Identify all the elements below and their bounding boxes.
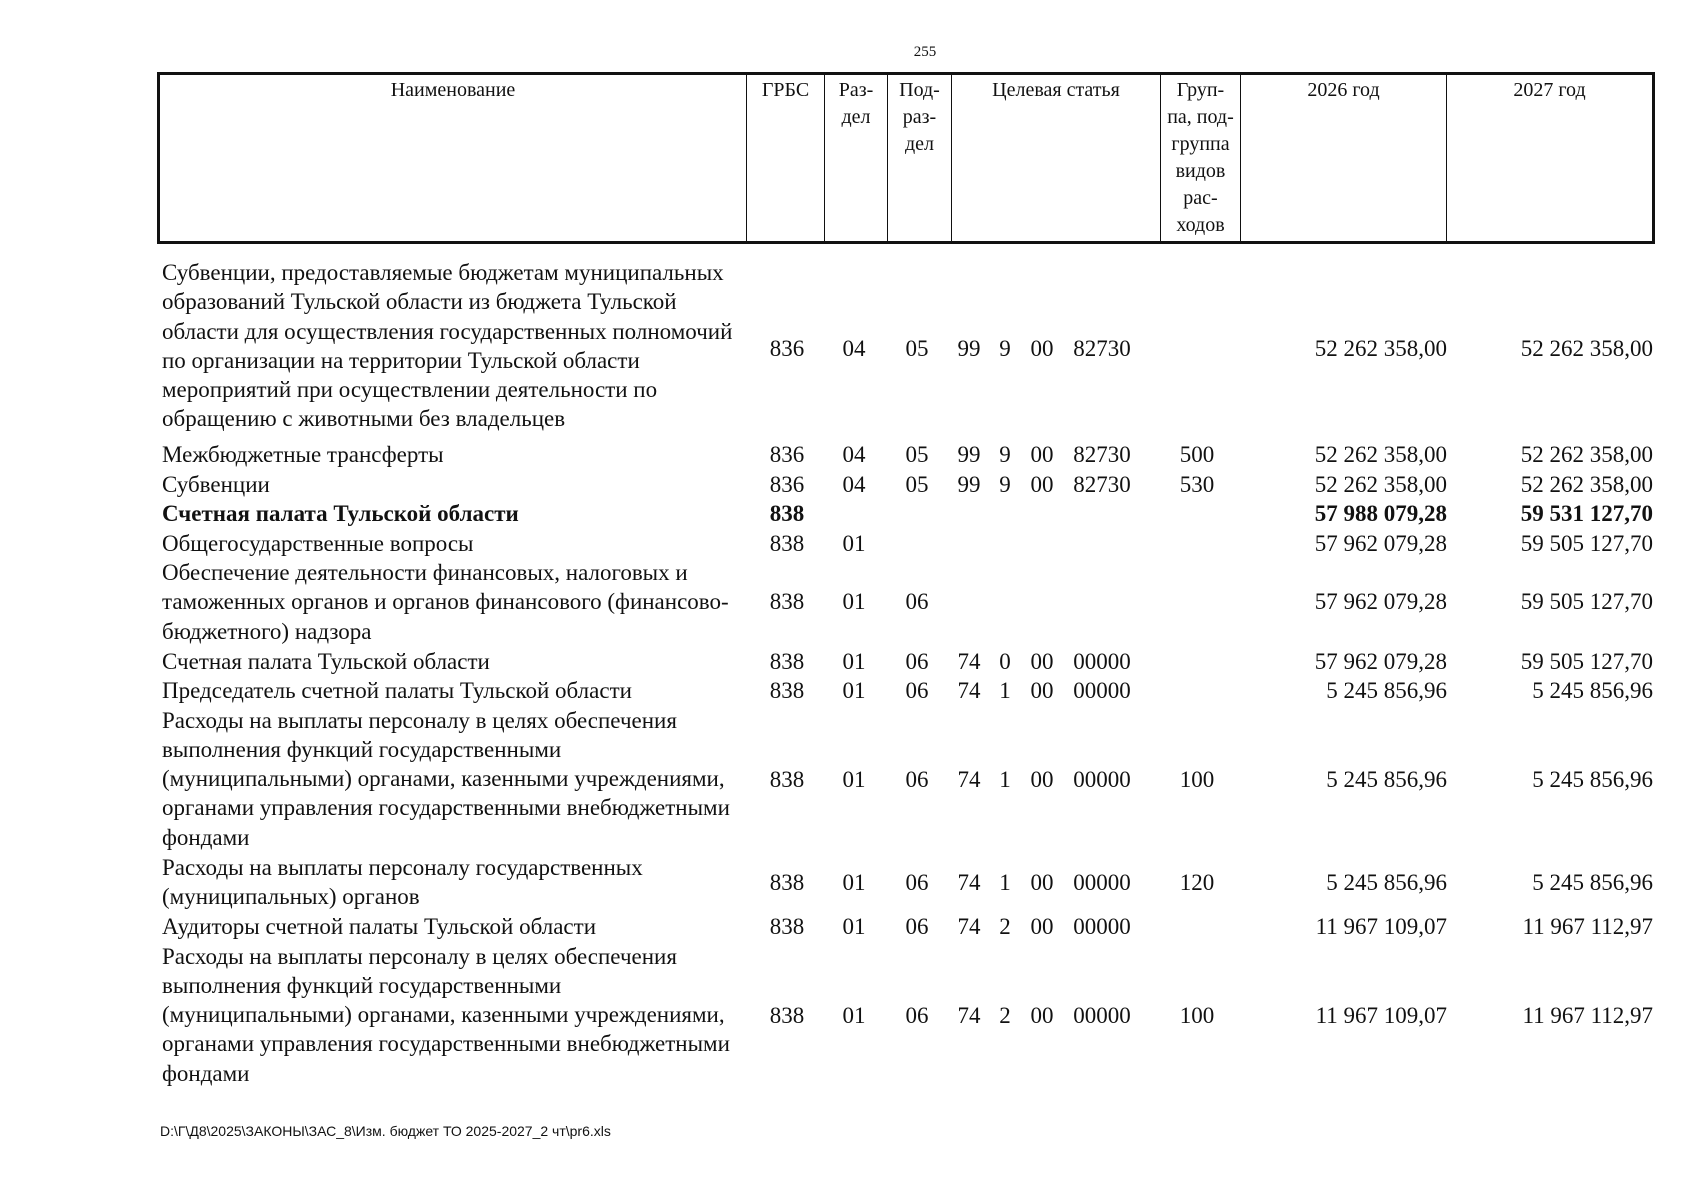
row-year-2027: 5 245 856,96 [1532,766,1653,792]
row-podrazdel: 06 [905,678,929,703]
row-year-2027: 11 967 112,97 [1522,1002,1653,1028]
row-name: Счетная палата Тульской области [162,648,490,674]
header-expense-group: Груп- па, под- группа видов рас- ходов [1161,75,1241,241]
row-target-4: 00000 [1073,870,1131,895]
row-name: Аудиторы счетной палаты Тульской области [162,914,597,939]
row-target-4: 00000 [1073,678,1131,703]
row-razdel: 01 [842,1002,866,1028]
row-razdel: 01 [842,678,866,703]
row-grbs: 838 [769,1002,805,1028]
table-row [157,499,1655,529]
row-razdel: 01 [842,870,866,895]
row-target-4: 82730 [1073,336,1131,361]
row-grbs: 838 [769,766,805,792]
row-expense-group: 120 [1179,870,1215,895]
row-target-1: 99 [957,336,981,361]
row-year-2027: 5 245 856,96 [1532,870,1653,895]
row-target-3: 00 [1030,442,1054,467]
row-razdel: 04 [842,442,866,467]
row-year-2026: 52 262 358,00 [1314,336,1447,361]
row-year-2027: 11 967 112,97 [1522,914,1653,939]
row-target-2: 1 [999,678,1011,703]
row-year-2026: 52 262 358,00 [1314,442,1447,467]
row-target-4: 00000 [1073,1002,1131,1028]
page-number: 255 [913,44,937,60]
row-grbs: 838 [769,870,805,895]
row-podrazdel: 06 [905,589,929,614]
row-name: Субвенции, предоставляемые бюджетам муниципальных образований Тульской области из бюджета Тульской области для осуществления государственных полномочий по организации на территории Тульской области мероприятий при осуществлении деятельности по обращению с животными без владельцев [162,260,733,432]
row-target-1: 74 [957,914,981,939]
header-podrazdel: Под- раз- дел [888,75,952,241]
row-target-4: 82730 [1073,471,1131,497]
header-name: Наименование [160,75,747,241]
row-podrazdel: 06 [905,766,929,792]
row-razdel: 04 [842,336,866,361]
row-target-2: 0 [999,648,1011,674]
row-grbs: 836 [769,336,805,361]
row-target-2: 9 [999,442,1011,467]
header-razdel: Раз- дел [825,75,888,241]
row-target-2: 1 [999,766,1011,792]
row-target-3: 00 [1030,678,1054,703]
row-target-4: 00000 [1073,766,1131,792]
row-year-2027: 59 505 127,70 [1520,648,1653,674]
row-name: Расходы на выплаты персоналу в целях обеспечения выполнения функций государственными (муниципальными) органами, казенными учреждениями, органами управления государственными внебюджетными фондами [162,707,730,850]
row-target-2: 9 [999,336,1011,361]
row-target-1: 74 [957,678,981,703]
row-name: Обеспечение деятельности финансовых, налоговых и таможенных органов и органов финансового (финансово-бюджетного) надзора [162,560,729,644]
row-target-4: 00000 [1073,914,1131,939]
row-podrazdel: 06 [905,914,929,939]
row-target-4: 82730 [1073,442,1131,467]
table-row [157,912,1655,942]
header-grbs: ГРБС [747,75,825,241]
row-expense-group: 100 [1179,1002,1215,1028]
row-name: Председатель счетной палаты Тульской области [162,678,632,703]
row-razdel: 04 [842,471,866,497]
table-row [157,470,1655,500]
row-podrazdel: 05 [905,336,929,361]
row-year-2026: 5 245 856,96 [1326,870,1447,895]
row-year-2026: 5 245 856,96 [1326,766,1447,792]
row-grbs: 838 [769,589,805,614]
table-row [157,258,1655,440]
row-target-1: 99 [957,442,981,467]
row-grbs: 838 [769,648,805,674]
row-podrazdel: 06 [905,870,929,895]
table-row [157,440,1655,470]
row-target-3: 00 [1030,766,1054,792]
row-year-2027: 59 531 127,70 [1520,501,1653,526]
row-target-3: 00 [1030,648,1054,674]
row-name: Расходы на выплаты персоналу в целях обеспечения выполнения функций государственными (муниципальными) органами, казенными учреждениями, органами управления государственными внебюджетными фондами [162,943,730,1086]
row-target-1: 74 [957,648,981,674]
row-year-2026: 11 967 109,07 [1315,914,1447,939]
row-name: Расходы на выплаты персоналу государственных (муниципальных) органов [162,855,643,910]
row-name: Межбюджетные трансферты [162,442,444,467]
row-target-4: 00000 [1073,648,1131,674]
row-podrazdel: 05 [905,442,929,467]
table-row [157,558,1655,647]
row-year-2027: 52 262 358,00 [1520,336,1653,361]
row-year-2026: 52 262 358,00 [1314,471,1447,497]
row-grbs: 836 [769,442,805,467]
row-year-2026: 57 962 079,28 [1314,530,1447,556]
row-target-2: 2 [999,1002,1011,1028]
row-expense-group: 100 [1179,766,1215,792]
row-year-2027: 5 245 856,96 [1532,678,1653,703]
table-row [157,529,1655,559]
row-grbs: 838 [769,530,805,556]
row-podrazdel: 06 [905,648,929,674]
row-name: Общегосударственные вопросы [162,530,474,556]
row-podrazdel: 05 [905,471,929,497]
row-name: Субвенции [162,471,270,497]
row-target-2: 2 [999,914,1011,939]
row-grbs: 838 [769,914,805,939]
row-target-1: 74 [957,1002,981,1028]
table-row [157,706,1655,854]
row-target-1: 74 [957,870,981,895]
row-grbs: 838 [769,678,805,703]
table-row [157,853,1655,912]
row-year-2026: 5 245 856,96 [1326,678,1447,703]
row-target-3: 00 [1030,1002,1054,1028]
header-year-2026: 2026 год [1241,75,1447,241]
table-row [157,942,1655,1090]
row-podrazdel: 06 [905,1002,929,1028]
file-path-footer: D:\Г\Д8\2025\ЗАКОНЫ\ЗАС_8\Изм. бюджет ТО 2025-2027_2 чт\pr6.xls [160,1123,611,1139]
row-grbs: 836 [769,471,805,497]
row-razdel: 01 [842,589,866,614]
row-target-3: 00 [1030,914,1054,939]
header-target-article: Целевая статья [952,75,1161,241]
row-target-1: 99 [957,471,981,497]
row-target-1: 74 [957,766,981,792]
row-razdel: 01 [842,530,866,556]
row-expense-group: 530 [1179,471,1215,497]
row-year-2027: 59 505 127,70 [1520,589,1653,614]
table-body [157,258,1655,1089]
row-razdel: 01 [842,914,866,939]
row-razdel: 01 [842,766,866,792]
row-target-3: 00 [1030,336,1054,361]
row-target-3: 00 [1030,471,1054,497]
row-target-2: 9 [999,471,1011,497]
row-year-2026: 11 967 109,07 [1315,1002,1447,1028]
row-target-3: 00 [1030,870,1054,895]
table-header [157,72,1655,244]
table-row [157,676,1655,706]
row-year-2026: 57 962 079,28 [1314,589,1447,614]
row-year-2026: 57 988 079,28 [1314,501,1447,526]
header-year-2027: 2027 год [1513,79,1586,101]
row-year-2026: 57 962 079,28 [1314,648,1447,674]
row-year-2027: 59 505 127,70 [1520,530,1653,556]
row-razdel: 01 [842,648,866,674]
row-target-2: 1 [999,870,1011,895]
row-name: Счетная палата Тульской области [162,501,519,526]
table-row [157,647,1655,677]
row-grbs: 838 [769,501,805,526]
row-expense-group: 500 [1179,442,1215,467]
row-year-2027: 52 262 358,00 [1520,471,1653,497]
row-year-2027: 52 262 358,00 [1520,442,1653,467]
